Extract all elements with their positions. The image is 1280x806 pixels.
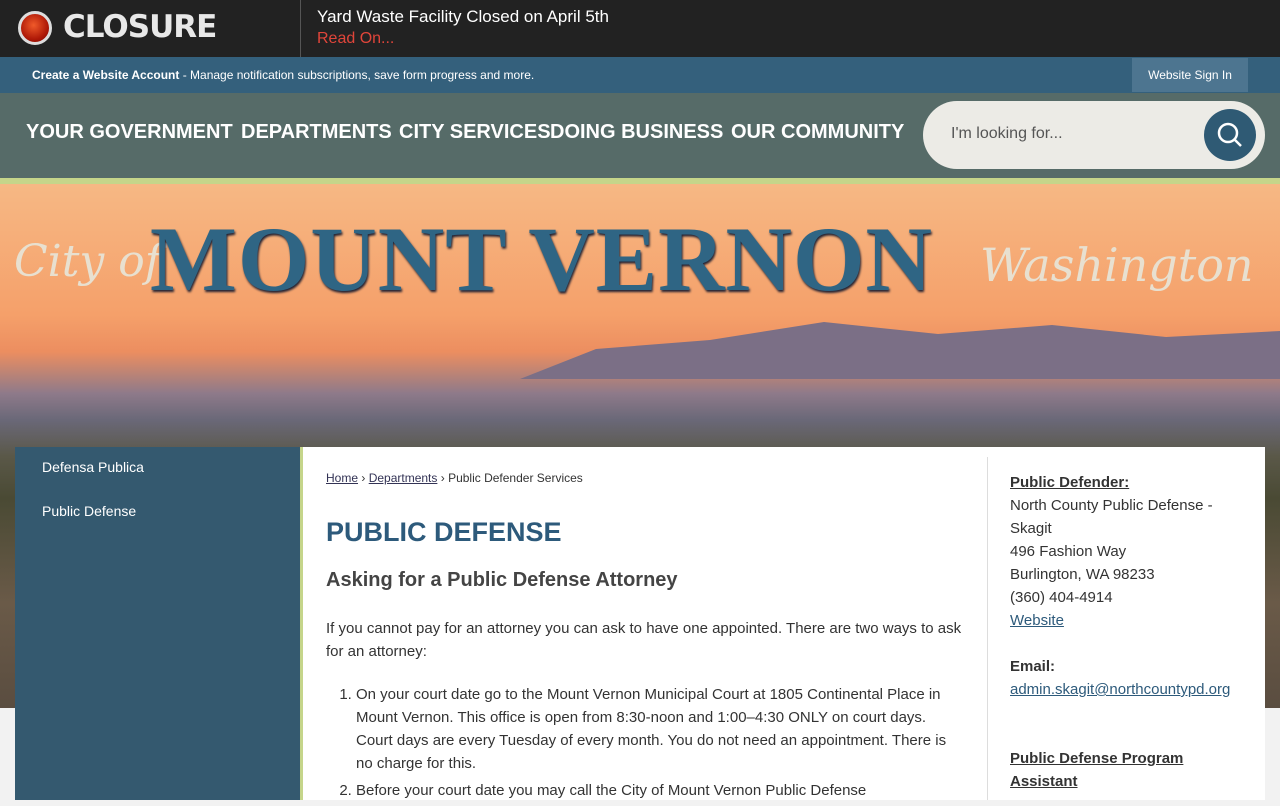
main-content <box>300 447 1265 800</box>
alert-bar <box>0 0 1280 57</box>
main-nav <box>0 93 1280 184</box>
divider <box>987 457 988 800</box>
intro-text: If you cannot pay for an attorney you can ask to have one appointed. There are two ways to ask for an attorney: <box>326 620 962 660</box>
nav-doing-business[interactable]: DOING BUSINESS <box>550 121 724 143</box>
list-item: 1. On your court date go to the Mount Vernon Municipal Court at 1805 Continental Place in Mount Vernon. This office is open from 8:30-noon and 1:00–4:30 ONLY on court days. Court days are every Tuesday of every month. You do not need an appointment. There is no charge for this. <box>356 683 966 775</box>
assistant-heading: Public Defense Program Assistant <box>1010 750 1184 790</box>
steps-list <box>356 683 966 806</box>
account-description: - Manage notification subscriptions, save form progress and more. <box>179 68 535 82</box>
public-defender-name: North County Public Defense - Skagit <box>1010 497 1213 537</box>
contact-sidebar <box>1010 471 1245 793</box>
phone: (360) 404-4914 <box>1010 589 1113 606</box>
divider <box>300 0 301 57</box>
banner-logo-title[interactable]: MOUNT VERNON <box>150 208 933 310</box>
account-bar <box>0 57 1280 93</box>
sign-in-button[interactable]: Website Sign In <box>1132 58 1248 92</box>
breadcrumb-home[interactable]: Home <box>326 471 359 485</box>
search-input[interactable] <box>923 101 1265 169</box>
breadcrumb: Home › Departments › Public Defender Services <box>326 471 583 485</box>
public-defender-heading: Public Defender: <box>1010 474 1130 491</box>
email-link[interactable]: admin.skagit@northcountypd.org <box>1010 681 1231 698</box>
sidebar-item-public-defense[interactable]: Public Defense <box>42 503 137 519</box>
nav-our-community[interactable]: OUR COMMUNITY <box>731 121 905 143</box>
section-heading: Asking for a Public Defense Attorney <box>326 569 678 591</box>
breadcrumb-current: Public Defender Services <box>448 471 583 485</box>
page-title: PUBLIC DEFENSE <box>326 517 562 547</box>
banner-state: Washington <box>980 238 1254 292</box>
search-placeholder: I'm looking for... <box>951 125 1063 142</box>
list-item: 2. Before your court date you may call the City of Mount Vernon Public Defense <box>356 779 966 802</box>
alert-read-on-link[interactable]: Read On... <box>317 30 395 47</box>
address-line-1: 496 Fashion Way <box>1010 543 1127 560</box>
alert-badge: CLOSURE <box>63 9 217 45</box>
create-account-link[interactable]: Create a Website Account <box>32 68 180 82</box>
email-heading: Email: <box>1010 658 1056 675</box>
website-link[interactable]: Website <box>1010 612 1064 629</box>
mountains <box>520 319 1280 379</box>
alert-title[interactable]: Yard Waste Facility Closed on April 5th <box>317 7 609 26</box>
nav-departments[interactable]: DEPARTMENTS <box>241 121 392 143</box>
address-line-2: Burlington, WA 98233 <box>1010 566 1155 583</box>
search-icon <box>1204 109 1256 161</box>
search-button[interactable] <box>1204 109 1256 161</box>
alert-light-icon <box>18 11 52 45</box>
sidebar-item-defensa-publica[interactable]: Defensa Publica <box>42 459 144 475</box>
nav-city-services[interactable]: CITY SERVICES <box>399 121 551 143</box>
banner-city-of: City of <box>14 236 162 287</box>
sidebar <box>15 447 300 800</box>
nav-your-government[interactable]: YOUR GOVERNMENT <box>26 121 233 143</box>
breadcrumb-departments[interactable]: Departments <box>368 471 438 485</box>
